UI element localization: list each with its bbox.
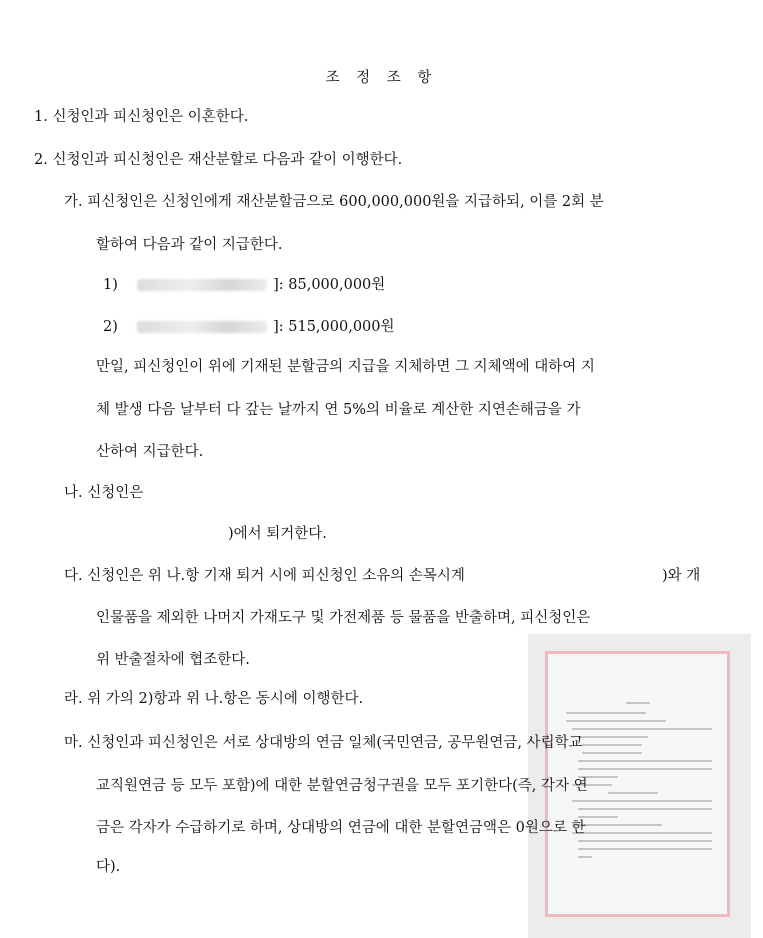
clause-da-line-1b: )와 개 bbox=[662, 568, 701, 584]
redacted-date-1 bbox=[137, 279, 267, 291]
thumbnail-line bbox=[572, 832, 712, 834]
thumbnail-line bbox=[578, 736, 648, 738]
thumbnail-line bbox=[572, 800, 712, 802]
clause-ra-line-1: 라. 위 가의 2)항과 위 나.항은 동시에 이행한다. bbox=[64, 691, 364, 707]
thumbnail-line bbox=[572, 728, 712, 730]
payment-1-number: 1) bbox=[103, 277, 118, 293]
thumbnail-line bbox=[566, 720, 666, 722]
thumbnail-line bbox=[578, 848, 712, 850]
thumbnail-line bbox=[566, 712, 646, 714]
clause-ga-line-1: 가. 피신청인은 신청인에게 재산분할금으로 600,000,000원을 지급하되, 이를 2회 분 bbox=[64, 194, 604, 210]
clause-ga-line-2: 할하여 다음과 같이 지급한다. bbox=[96, 237, 283, 253]
clause-da-line-3: 위 반출절차에 협조한다. bbox=[96, 652, 250, 668]
clause-2: 2. 신청인과 피신청인은 재산분할로 다음과 같이 이행한다. bbox=[34, 152, 403, 168]
thumbnail-line bbox=[608, 792, 658, 794]
delay-line-3: 산하여 지급한다. bbox=[96, 444, 204, 460]
clause-ma-line-4: 다). bbox=[96, 859, 121, 875]
redacted-date-2 bbox=[137, 321, 267, 333]
payment-2-amount: ]: 515,000,000원 bbox=[273, 319, 395, 335]
payment-2-number: 2) bbox=[103, 319, 118, 335]
thumbnail-line bbox=[578, 768, 712, 770]
thumbnail-line bbox=[578, 760, 712, 762]
payment-2 bbox=[103, 318, 395, 336]
clause-da-line-2: 인물품을 제외한 나머지 가재도구 및 가전제품 등 물품을 반출하며, 피신청인은 bbox=[96, 610, 591, 626]
clause-ma-line-3: 금은 각자가 수급하기로 하며, 상대방의 연금에 대한 분할연금액은 0원으로 한 bbox=[96, 820, 586, 836]
clause-ma-line-1: 마. 신청인과 피신청인은 서로 상대방의 연금 일체(국민연금, 공무원연금, 사립학교 bbox=[64, 735, 583, 751]
payment-1 bbox=[103, 276, 385, 294]
thumbnail-line bbox=[578, 840, 712, 842]
clause-ma-line-2: 교직원연금 등 모두 포함)에 대한 분할연금청구권을 모두 포기한다(즉, 각자 연 bbox=[96, 778, 588, 794]
clause-na-line-1: 나. 신청인은 bbox=[64, 485, 144, 501]
clause-na-line-2: )에서 퇴거한다. bbox=[228, 526, 327, 542]
clause-da-line-1a: 다. 신청인은 위 나.항 기재 퇴거 시에 피신청인 소유의 손목시계 bbox=[64, 568, 465, 584]
thumbnail-line bbox=[582, 752, 642, 754]
thumbnail-line bbox=[626, 702, 650, 704]
thumbnail-line bbox=[582, 744, 642, 746]
clause-1: 1. 신청인과 피신청인은 이혼한다. bbox=[34, 109, 249, 125]
thumbnail-line bbox=[578, 856, 592, 858]
thumbnail-line bbox=[578, 816, 618, 818]
thumbnail-line bbox=[578, 808, 712, 810]
delay-line-1: 만일, 피신청인이 위에 기재된 분할금의 지급을 지체하면 그 지체액에 대하여 지 bbox=[96, 359, 595, 375]
document-title: 조 정 조 항 bbox=[325, 70, 438, 86]
delay-line-2: 체 발생 다음 날부터 다 갚는 날까지 연 5%의 비율로 계산한 지연손해금을 가 bbox=[96, 402, 581, 418]
payment-1-amount: ]: 85,000,000원 bbox=[273, 277, 386, 293]
